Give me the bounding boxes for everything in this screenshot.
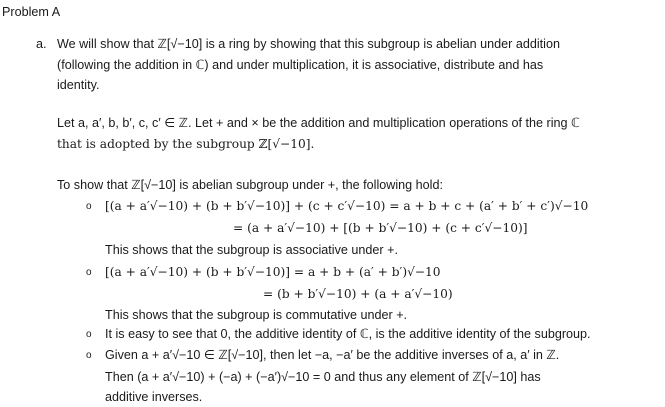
item-marker: a. xyxy=(36,37,47,51)
bullet-marker: o xyxy=(86,201,92,212)
comm-conclusion: This shows that the subgroup is commutative under +. xyxy=(105,308,408,322)
comm-equation-line-2: = (b + b′√−10) + (a + a′√−10) xyxy=(263,287,453,301)
bullet-marker: o xyxy=(86,350,92,361)
abelian-intro: To show that ℤ[√−10] is abelian subgroup under +, the following hold: xyxy=(57,178,443,192)
intro-line-2: (following the addition in ℂ) and under multiplication, it is associative, distribute and has xyxy=(57,58,544,72)
identity-line: It is easy to see that 0, the additive identity of ℂ, is the additive identity of the subgroup. xyxy=(105,327,591,341)
assoc-conclusion: This shows that the subgroup is associative under +. xyxy=(105,243,398,257)
inverse-line-3: additive inverses. xyxy=(105,390,203,404)
let-line-1: Let a, a′, b, b′, c, c′ ∈ ℤ. Let + and × be the addition and multiplication operations of the ring ℂ xyxy=(57,116,580,130)
bullet-marker: o xyxy=(86,329,92,340)
intro-line-1: We will show that ℤ[√−10] is a ring by showing that this subgroup is abelian under addition xyxy=(57,37,560,51)
bullet-marker: o xyxy=(86,267,92,278)
let-line-2: that is adopted by the subgroup ℤ[√−10]. xyxy=(57,137,315,151)
assoc-equation-line-2: = (a + a′√−10) + [(b + b′√−10) + (c + c′√−10)] xyxy=(233,221,528,235)
intro-line-3: identity. xyxy=(57,78,100,92)
inverse-line-2: Then (a + a′√−10) + (−a) + (−a′)√−10 = 0 and thus any element of ℤ[√−10] has xyxy=(105,370,541,384)
inverse-line-1: Given a + a′√−10 ∈ ℤ[√−10], then let −a, −a′ be the additive inverses of a, a′ in ℤ. xyxy=(105,348,560,362)
assoc-equation-line-1: [(a + a′√−10) + (b + b′√−10)] + (c + c′√−10) = a + b + c + (a′ + b′ + c′)√−10 xyxy=(105,199,589,213)
problem-title: Problem A xyxy=(2,5,61,19)
comm-equation-line-1: [(a + a′√−10) + (b + b′√−10)] = a + b + (a′ + b′)√−10 xyxy=(105,265,441,279)
